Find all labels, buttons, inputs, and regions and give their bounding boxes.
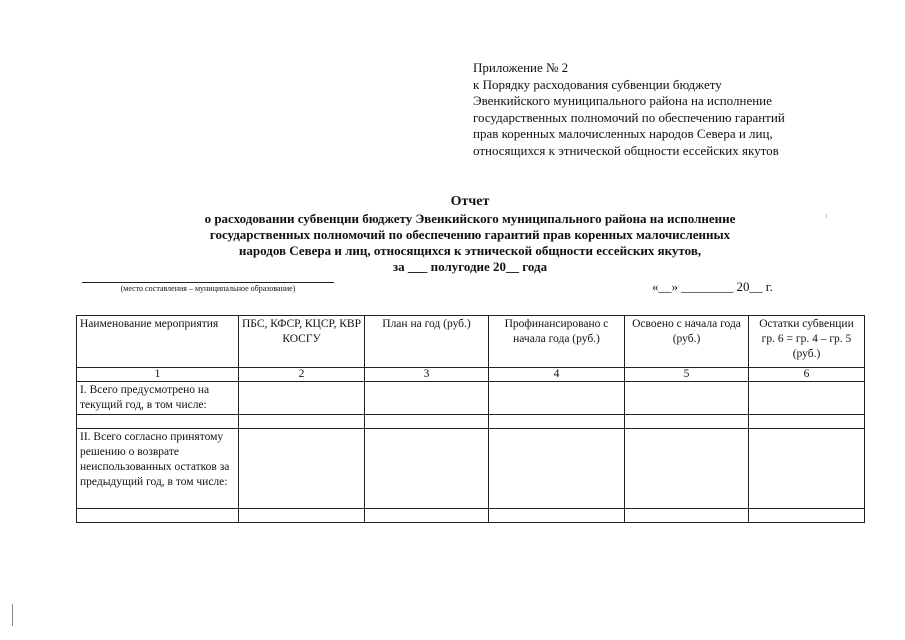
section-label: I. Всего предусмотрено на текущий год, в том числе: [77, 382, 239, 415]
column-number: 6 [749, 368, 865, 382]
appendix-line: Приложение № 2 [473, 60, 569, 75]
appendix-line: государственных полномочий по обеспечению гарантий [473, 109, 785, 125]
table-cell [489, 429, 625, 509]
table-cell [749, 509, 865, 523]
column-header: Остатки субвенции гр. 6 = гр. 4 – гр. 5 (руб.) [749, 316, 865, 368]
column-header: Профинансировано с начала года (руб.) [489, 316, 625, 368]
table-cell [489, 509, 625, 523]
table-row [77, 509, 865, 523]
table-cell [625, 382, 749, 415]
table-cell [365, 429, 489, 509]
scan-edge-mark [12, 604, 13, 626]
column-number: 5 [625, 368, 749, 382]
date-line: «__» ________ 20__ г. [652, 279, 773, 294]
table-cell [749, 429, 865, 509]
table-row [77, 382, 865, 415]
table-header-row [77, 316, 865, 368]
table-cell [365, 382, 489, 415]
table-cell [489, 382, 625, 415]
column-number-row [77, 368, 865, 382]
column-number: 1 [77, 368, 239, 382]
appendix-line: прав коренных малочисленных народов Севера и лиц, [473, 126, 773, 141]
appendix-line: к Порядку расходования субвенции бюджету [473, 76, 722, 92]
table-cell [239, 415, 365, 429]
table-row [77, 429, 865, 509]
table-cell [239, 429, 365, 509]
column-number: 2 [239, 368, 365, 382]
place-caption: (место составления – муниципальное образование) [82, 282, 334, 293]
table-cell [365, 509, 489, 523]
column-header: План на год (руб.) [365, 316, 489, 368]
table-row [77, 415, 865, 429]
column-header: ПБС, КФСР, КЦСР, КВР КОСГУ [239, 316, 365, 368]
column-number: 3 [365, 368, 489, 382]
table-cell [625, 429, 749, 509]
table-cell [749, 382, 865, 415]
column-number: 4 [489, 368, 625, 382]
report-title-line: о расходовании субвенции бюджету Эвенкийского муниципального района на исполнение [204, 211, 736, 226]
table-cell [239, 509, 365, 523]
appendix-line: Эвенкийского муниципального района на исполнение [473, 93, 772, 108]
table-cell [625, 509, 749, 523]
column-header: Освоено с начала года (руб.) [625, 316, 749, 368]
table-cell [749, 415, 865, 429]
table-cell [489, 415, 625, 429]
report-period-line: за ___ полугодие 20__ года [392, 259, 548, 274]
report-title-line: народов Севера и лиц, относящихся к этнической общности ессейских якутов, [238, 243, 702, 258]
section-label: II. Всего согласно принятому решению о возврате неиспользованных остатков за предыдущий год, в том числе: [77, 429, 239, 509]
scan-mark [826, 214, 827, 218]
appendix-note [473, 60, 873, 159]
table-cell [77, 509, 239, 523]
table-cell [365, 415, 489, 429]
report-title-heading: Отчет [450, 194, 490, 209]
table-cell [625, 415, 749, 429]
table-cell [239, 382, 365, 415]
table-cell [77, 415, 239, 429]
column-header: Наименование мероприятия [77, 316, 239, 368]
report-title [130, 194, 810, 275]
report-table [76, 315, 865, 523]
appendix-line: относящихся к этнической общности ессейских якутов [473, 142, 779, 158]
report-title-line: государственных полномочий по обеспечению гарантий прав коренных малочисленных [209, 227, 731, 242]
